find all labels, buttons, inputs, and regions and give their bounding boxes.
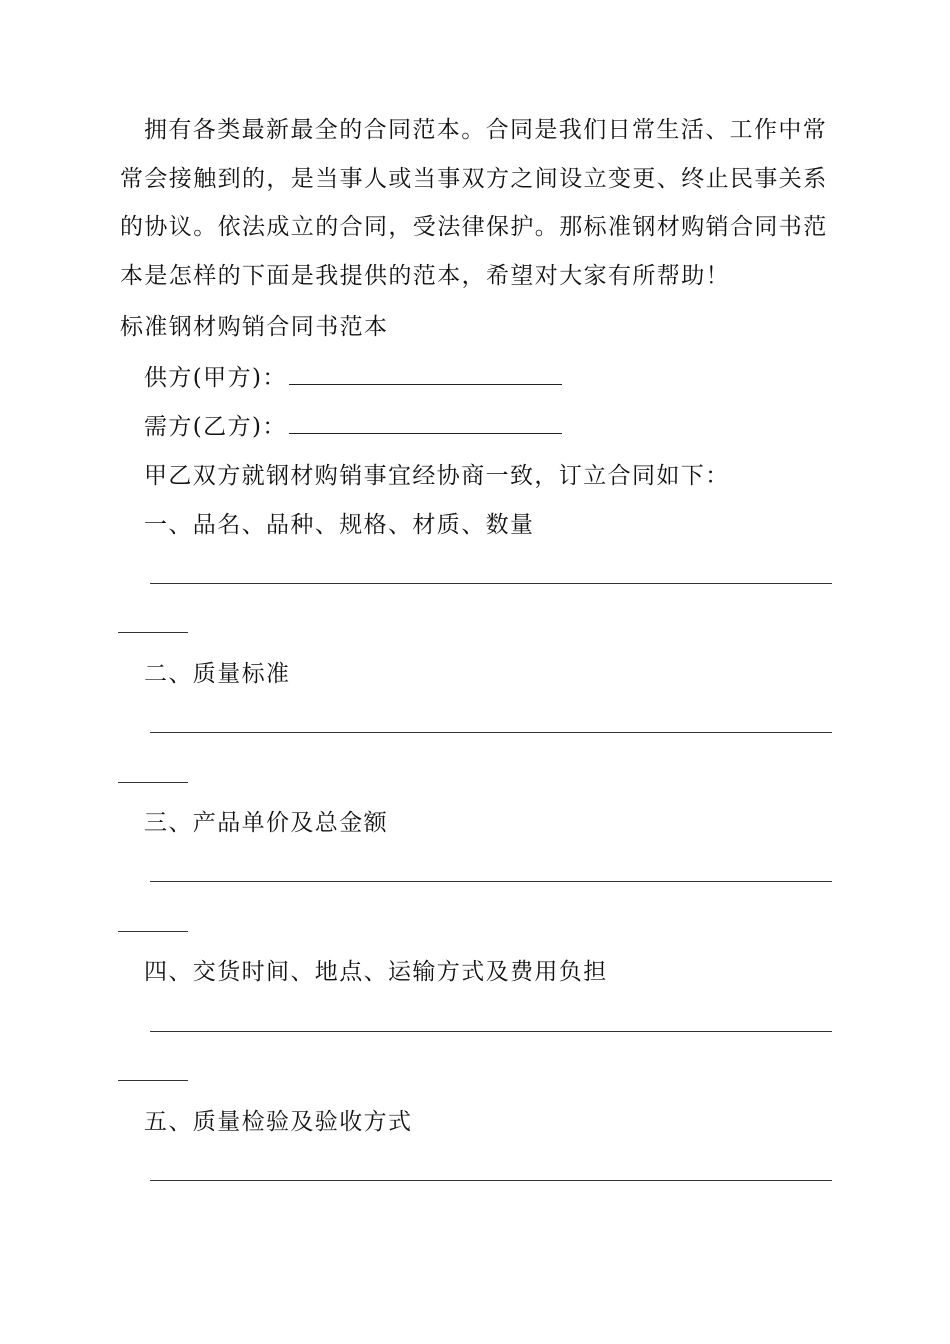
document-title: 标准钢材购销合同书范本 — [120, 314, 389, 340]
blank-rule-end — [118, 782, 188, 783]
intro-paragraph: 拥有各类最新最全的合同范本。合同是我们日常生活、工作中常常会接触到的，是当事人或当事双方之间设立变更、终止民事关系的协议。依法成立的合同，受法律保护。那标准钢材购销合同书范本是怎样的下面是我提供的范本，希望对大家有所帮助！ — [120, 117, 828, 289]
section-heading: 四、交货时间、地点、运输方式及费用负担 — [144, 959, 608, 985]
section-heading: 三、产品单价及总金额 — [144, 810, 388, 836]
agreement-text: 甲乙双方就钢材购销事宜经协商一致，订立合同如下： — [144, 463, 730, 489]
buyer-line — [144, 411, 562, 442]
blank-rule — [150, 732, 832, 733]
section-heading: 一、品名、品种、规格、材质、数量 — [144, 512, 535, 538]
buyer-label: 需方(乙方)： — [144, 414, 287, 440]
blank-rule — [150, 1031, 832, 1032]
blank-rule-end — [118, 632, 188, 633]
supplier-line — [144, 362, 562, 393]
blank-rule-end — [118, 931, 188, 932]
blank-rule — [150, 881, 832, 882]
section-heading: 五、质量检验及验收方式 — [144, 1109, 413, 1135]
supplier-label: 供方(甲方)： — [144, 365, 287, 391]
buyer-blank — [289, 411, 562, 434]
section-heading: 二、质量标准 — [144, 661, 291, 687]
blank-rule — [150, 1180, 832, 1181]
supplier-blank — [289, 362, 562, 385]
blank-rule — [150, 583, 832, 584]
blank-rule-end — [118, 1080, 188, 1081]
